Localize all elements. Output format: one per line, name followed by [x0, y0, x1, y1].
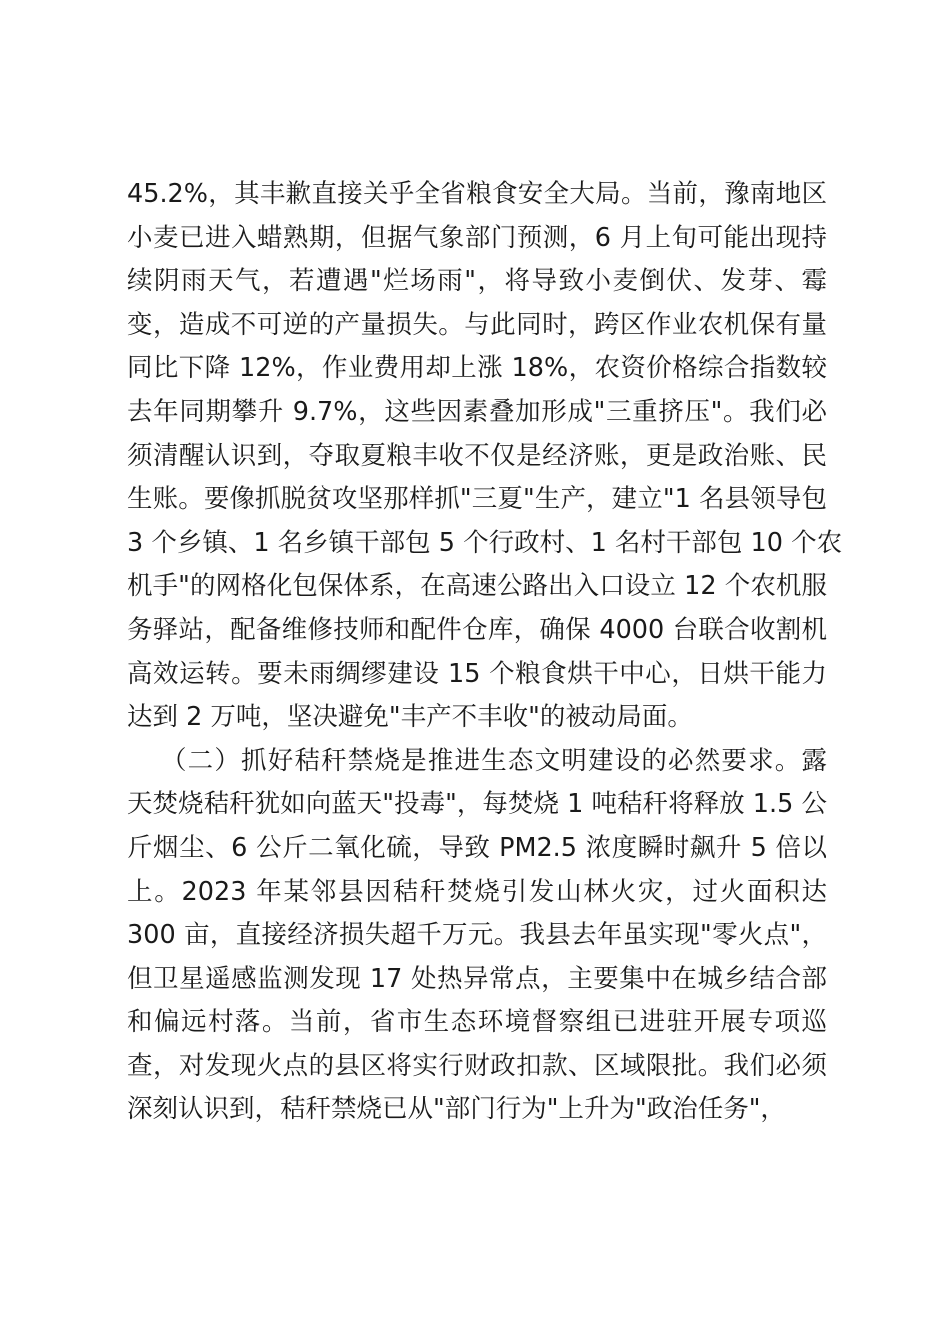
text-line: 高效运转。要未雨绸缪建设 15 个粮食烘干中心，日烘干能力 — [127, 658, 827, 689]
text-line: 45.2%，其丰歉直接关乎全省粮食安全大局。当前，豫南地区 — [127, 179, 827, 209]
text-line: 和偏远村落。当前，省市生态环境督察组已进驻开展专项巡 — [127, 1007, 827, 1038]
text-line: 天焚烧秸秆犹如向蓝天"投毒"，每焚烧 1 吨秸秆将释放 1.5 公 — [127, 789, 827, 820]
text-line: 同比下降 12%，作业费用却上涨 18%，农资价格综合指数较 — [127, 353, 827, 384]
text-line: 斤烟尘、6 公斤二氧化硫，导致 PM2.5 浓度瞬时飙升 5 倍以 — [127, 832, 827, 863]
text-line: 300 亩，直接经济损失超千万元。我县去年虽实现"零火点"， — [127, 920, 827, 951]
document-body — [127, 173, 843, 1132]
text-line: 上。2023 年某邻县因秸秆焚烧引发山林火灾，过火面积达 — [127, 876, 827, 907]
text-line: 去年同期攀升 9.7%，这些因素叠加形成"三重挤压"。我们必 — [127, 396, 827, 427]
text-line: 达到 2 万吨，坚决避免"丰产不丰收"的被动局面。 — [127, 702, 693, 733]
text-line: 3 个乡镇、1 名乡镇干部包 5 个行政村、1 名村干部包 10 个农 — [127, 527, 843, 558]
paragraph-straw-burning-ban — [127, 740, 827, 1132]
text-line: 生账。要像抓脱贫攻坚那样抓"三夏"生产，建立"1 名县领导包 — [127, 484, 827, 515]
text-line: 但卫星遥感监测发现 17 处热异常点，主要集中在城乡结合部 — [127, 963, 827, 994]
text-line: 机手"的网格化包保体系，在高速公路出入口设立 12 个农机服 — [127, 571, 827, 602]
text-line: 深刻认识到，秸秆禁烧已从"部门行为"上升为"政治任务"， — [127, 1094, 786, 1125]
text-line: 小麦已进入蜡熟期，但据气象部门预测，6 月上旬可能出现持 — [127, 222, 827, 253]
text-line: 变，造成不可逆的产量损失。与此同时，跨区作业农机保有量 — [127, 309, 827, 340]
text-line: 须清醒认识到，夺取夏粮丰收不仅是经济账，更是政治账、民 — [127, 440, 827, 471]
section-heading-line: （二）抓好秸秆禁烧是推进生态文明建设的必然要求。露 — [161, 745, 827, 776]
paragraph-grain-harvest — [127, 173, 843, 740]
text-line: 续阴雨天气，若遭遇"烂场雨"，将导致小麦倒伏、发芽、霉 — [127, 266, 827, 297]
text-line: 查，对发现火点的县区将实行财政扣款、区域限批。我们必须 — [127, 1050, 827, 1081]
text-line: 务驿站，配备维修技师和配件仓库，确保 4000 台联合收割机 — [127, 614, 827, 645]
